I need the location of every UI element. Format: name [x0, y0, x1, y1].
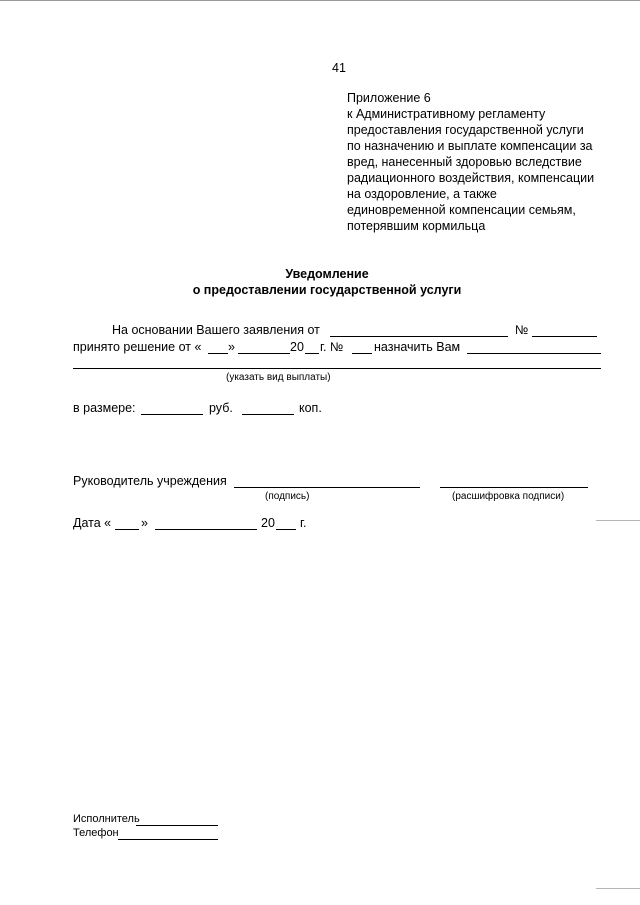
assign-field[interactable]: [467, 353, 601, 354]
date-year-suffix: г.: [300, 516, 307, 530]
date-year-field[interactable]: [276, 529, 296, 530]
phone-label: Телефон: [73, 827, 119, 839]
appendix-line: вред, нанесенный здоровью вследствие: [347, 155, 582, 169]
appendix-line: по назначению и выплате компенсации за: [347, 139, 593, 153]
signature-field[interactable]: [234, 487, 420, 488]
appendix-line: потерявшим кормильца: [347, 219, 486, 233]
decision-year-prefix: 20: [290, 340, 304, 354]
date-year-prefix: 20: [261, 516, 275, 530]
decision-label: принято решение от «: [73, 340, 202, 354]
decision-number-label: г. №: [320, 340, 344, 354]
document-subtitle: о предоставлении государственной услуги: [192, 283, 462, 297]
payment-type-field[interactable]: [73, 368, 601, 369]
scan-edge-mark: [596, 520, 640, 521]
document-title: Уведомление: [285, 267, 369, 281]
payment-type-hint: (указать вид выплаты): [226, 372, 331, 383]
appendix-line: к Административному регламенту: [347, 107, 546, 121]
appendix-line: на оздоровление, а также: [347, 187, 497, 201]
signature-decode-hint: (расшифровка подписи): [452, 491, 565, 502]
appendix-line: Приложение 6: [347, 91, 431, 105]
scan-edge-top: [0, 0, 640, 1]
decision-year-field[interactable]: [305, 353, 319, 354]
amount-kop-field[interactable]: [242, 414, 294, 415]
application-number-field[interactable]: [532, 336, 597, 337]
appendix-line: радиационного воздействия, компенсации: [347, 171, 595, 185]
scan-edge-mark: [596, 888, 640, 889]
date-month-field[interactable]: [155, 529, 257, 530]
assign-label: назначить Вам: [374, 340, 461, 354]
appendix-line: единовременной компенсации семьям,: [347, 203, 576, 217]
decision-number-field[interactable]: [352, 353, 372, 354]
head-label: Руководитель учреждения: [73, 474, 227, 488]
application-label: На основании Вашего заявления от: [112, 323, 320, 337]
decision-quote-close: »: [228, 340, 235, 354]
decision-day-field[interactable]: [208, 353, 228, 354]
application-number-label: №: [515, 323, 529, 337]
amount-rub-field[interactable]: [141, 414, 203, 415]
executor-label: Исполнитель: [73, 813, 140, 825]
application-date-field[interactable]: [330, 336, 508, 337]
phone-field[interactable]: [118, 839, 218, 840]
rub-label: руб.: [209, 401, 233, 415]
signature-hint: (подпись): [265, 491, 310, 502]
date-quote-close: »: [141, 516, 148, 530]
executor-field[interactable]: [136, 825, 218, 826]
amount-label: в размере:: [73, 401, 136, 415]
kop-label: коп.: [299, 401, 322, 415]
decision-month-field[interactable]: [238, 353, 290, 354]
date-label: Дата «: [73, 516, 112, 530]
date-day-field[interactable]: [115, 529, 139, 530]
signature-decode-field[interactable]: [440, 487, 588, 488]
page-number: 41: [332, 61, 346, 75]
appendix-line: предоставления государственной услуги: [347, 123, 584, 137]
